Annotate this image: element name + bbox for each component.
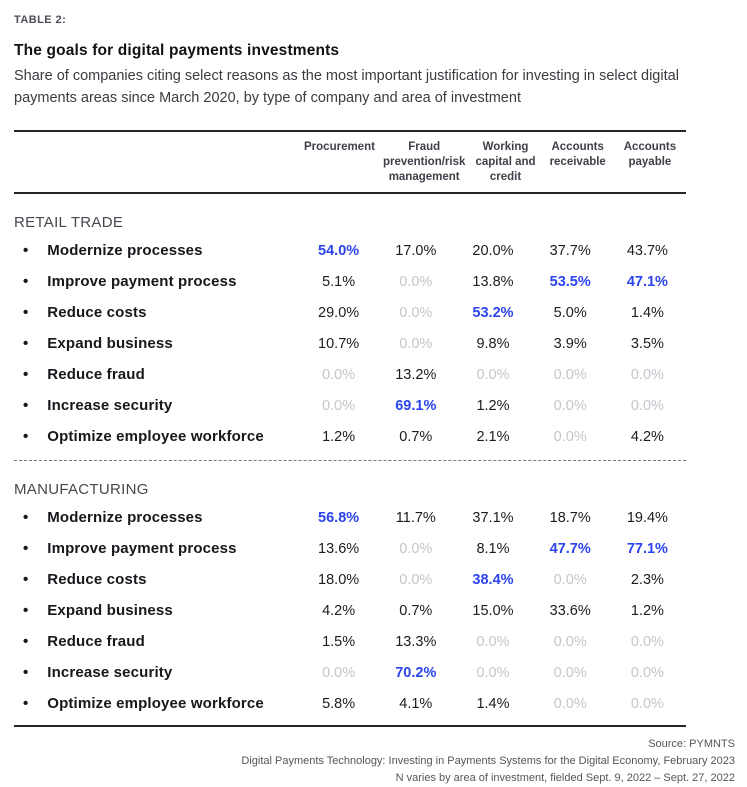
value-cell: 0.0%	[553, 366, 587, 383]
value-cell: 0.7%	[399, 428, 433, 445]
row-label-cell	[14, 695, 300, 712]
value-cell: 19.4%	[626, 509, 668, 526]
row-label-cell	[14, 428, 300, 445]
row-label-cell	[14, 335, 300, 352]
footer-fielded-line: N varies by area of investment, fielded Sept. 9, 2022 – Sept. 27, 2022	[395, 772, 735, 785]
row-label: Improve payment process	[47, 540, 237, 558]
value-cell: 0.0%	[630, 366, 664, 383]
value-cell: 4.1%	[399, 695, 433, 712]
table-row	[14, 688, 686, 719]
value-cell: 0.0%	[322, 397, 356, 414]
row-label-cell	[14, 273, 300, 290]
value-cell: 69.1%	[395, 397, 437, 414]
row-label: Reduce fraud	[47, 633, 145, 651]
row-label: Modernize processes	[47, 509, 203, 527]
value-cell: 1.2%	[630, 602, 664, 619]
value-cell: 2.1%	[476, 428, 510, 445]
section-divider	[14, 460, 686, 461]
table-row	[14, 421, 686, 452]
value-cell: 0.0%	[553, 428, 587, 445]
row-label-cell	[14, 540, 300, 557]
value-cell: 4.2%	[322, 602, 356, 619]
value-cell: 20.0%	[472, 242, 514, 259]
table-row	[14, 235, 686, 266]
value-cell: 37.7%	[549, 242, 591, 259]
table-row	[14, 297, 686, 328]
value-cell: 18.0%	[318, 571, 360, 588]
bullet-icon: •	[23, 304, 29, 322]
value-cell: 9.8%	[476, 335, 510, 352]
row-label: Increase security	[47, 664, 173, 682]
bullet-icon: •	[23, 366, 29, 384]
value-cell: 37.1%	[472, 509, 514, 526]
bullet-icon: •	[23, 695, 29, 713]
value-cell: 3.9%	[553, 335, 587, 352]
value-cell: 1.5%	[322, 633, 356, 650]
row-label-cell	[14, 304, 300, 321]
value-cell: 4.2%	[630, 428, 664, 445]
table-row	[14, 390, 686, 421]
bullet-icon: •	[23, 242, 29, 260]
table-row	[14, 657, 686, 688]
row-label: Increase security	[47, 397, 173, 415]
bullet-icon: •	[23, 273, 29, 291]
value-cell: 0.0%	[553, 664, 587, 681]
data-table	[14, 130, 686, 728]
row-label: Optimize employee workforce	[47, 428, 264, 446]
row-label-cell	[14, 602, 300, 619]
column-header-row	[14, 132, 686, 193]
bullet-icon: •	[23, 335, 29, 353]
column-header-accounts-payable: Accounts payable	[623, 140, 677, 168]
value-cell: 18.7%	[549, 509, 591, 526]
value-cell: 1.4%	[476, 695, 510, 712]
column-header-procurement: Procurement	[304, 140, 375, 153]
value-cell: 0.0%	[553, 397, 587, 414]
source-footer	[14, 727, 735, 787]
value-cell: 1.4%	[630, 304, 664, 321]
bullet-icon: •	[23, 540, 29, 558]
row-label-cell	[14, 509, 300, 526]
value-cell: 0.0%	[476, 633, 510, 650]
column-header-accounts-receivable: Accounts receivable	[549, 140, 606, 168]
row-label-cell	[14, 366, 300, 383]
value-cell: 17.0%	[395, 242, 437, 259]
table-row	[14, 266, 686, 297]
value-cell: 53.2%	[472, 304, 514, 321]
value-cell: 0.0%	[630, 664, 664, 681]
row-label-cell	[14, 242, 300, 259]
value-cell: 5.0%	[553, 304, 587, 321]
row-label: Expand business	[47, 335, 173, 353]
figure-title: The goals for digital payments investments	[14, 42, 340, 59]
value-cell: 1.2%	[322, 428, 356, 445]
bullet-icon: •	[23, 602, 29, 620]
value-cell: 0.0%	[553, 633, 587, 650]
column-header-fraud-prevention: Fraud prevention/risk management	[382, 140, 466, 183]
value-cell: 3.5%	[630, 335, 664, 352]
value-cell: 2.3%	[630, 571, 664, 588]
value-cell: 53.5%	[549, 273, 591, 290]
bullet-icon: •	[23, 664, 29, 682]
value-cell: 5.1%	[322, 273, 356, 290]
value-cell: 0.0%	[399, 540, 433, 557]
value-cell: 43.7%	[626, 242, 668, 259]
value-cell: 13.8%	[472, 273, 514, 290]
footer-source-line: Source: PYMNTS	[648, 738, 735, 751]
value-cell: 29.0%	[318, 304, 360, 321]
value-cell: 0.0%	[476, 366, 510, 383]
value-cell: 54.0%	[318, 242, 360, 259]
table-row	[14, 533, 686, 564]
row-label-cell	[14, 664, 300, 681]
bullet-icon: •	[23, 633, 29, 651]
bullet-icon: •	[23, 509, 29, 527]
value-cell: 0.0%	[476, 664, 510, 681]
value-cell: 47.1%	[626, 273, 668, 290]
table-row	[14, 595, 686, 626]
value-cell: 56.8%	[318, 509, 360, 526]
value-cell: 38.4%	[472, 571, 514, 588]
value-cell: 0.0%	[553, 571, 587, 588]
table-row	[14, 359, 686, 390]
row-label: Improve payment process	[47, 273, 237, 291]
value-cell: 77.1%	[626, 540, 668, 557]
value-cell: 47.7%	[549, 540, 591, 557]
bullet-icon: •	[23, 428, 29, 446]
row-label: Optimize employee workforce	[47, 695, 264, 713]
table-body	[14, 214, 686, 719]
row-label-cell	[14, 633, 300, 650]
value-cell: 0.0%	[399, 571, 433, 588]
bullet-icon: •	[23, 397, 29, 415]
value-cell: 0.0%	[553, 695, 587, 712]
value-cell: 0.0%	[399, 335, 433, 352]
value-cell: 5.8%	[322, 695, 356, 712]
section-label: RETAIL TRADE	[14, 214, 124, 232]
bullet-icon: •	[23, 571, 29, 589]
value-cell: 0.0%	[399, 273, 433, 290]
table-row	[14, 328, 686, 359]
value-cell: 0.0%	[322, 664, 356, 681]
row-label: Modernize processes	[47, 242, 203, 260]
footer-report-line: Digital Payments Technology: Investing in Payments Systems for the Digital Economy, February 2023	[241, 755, 735, 768]
value-cell: 8.1%	[476, 540, 510, 557]
table-row	[14, 564, 686, 595]
row-label: Reduce costs	[47, 304, 147, 322]
value-cell: 70.2%	[395, 664, 437, 681]
value-cell: 0.0%	[630, 397, 664, 414]
value-cell: 0.0%	[630, 633, 664, 650]
figure-subtitle: Share of companies citing select reasons as the most important justification for investing in select digital payments areas since March 2020, by type of company and area of investment	[14, 68, 679, 106]
row-label-cell	[14, 397, 300, 414]
value-cell: 13.3%	[395, 633, 437, 650]
value-cell: 0.0%	[322, 366, 356, 383]
value-cell: 10.7%	[318, 335, 360, 352]
row-label: Reduce costs	[47, 571, 147, 589]
value-cell: 13.6%	[318, 540, 360, 557]
value-cell: 0.0%	[399, 304, 433, 321]
table-row	[14, 502, 686, 533]
value-cell: 0.7%	[399, 602, 433, 619]
column-header-working-capital: Working capital and credit	[475, 140, 536, 183]
value-cell: 33.6%	[549, 602, 591, 619]
table-row	[14, 626, 686, 657]
row-label-cell	[14, 571, 300, 588]
table-number-label: TABLE 2:	[14, 14, 67, 26]
row-label: Expand business	[47, 602, 173, 620]
value-cell: 13.2%	[395, 366, 437, 383]
row-label: Reduce fraud	[47, 366, 145, 384]
value-cell: 11.7%	[395, 509, 436, 526]
section-label: MANUFACTURING	[14, 481, 149, 499]
header-bottom-rule	[14, 192, 686, 194]
value-cell: 0.0%	[630, 695, 664, 712]
value-cell: 15.0%	[472, 602, 514, 619]
value-cell: 1.2%	[476, 397, 510, 414]
